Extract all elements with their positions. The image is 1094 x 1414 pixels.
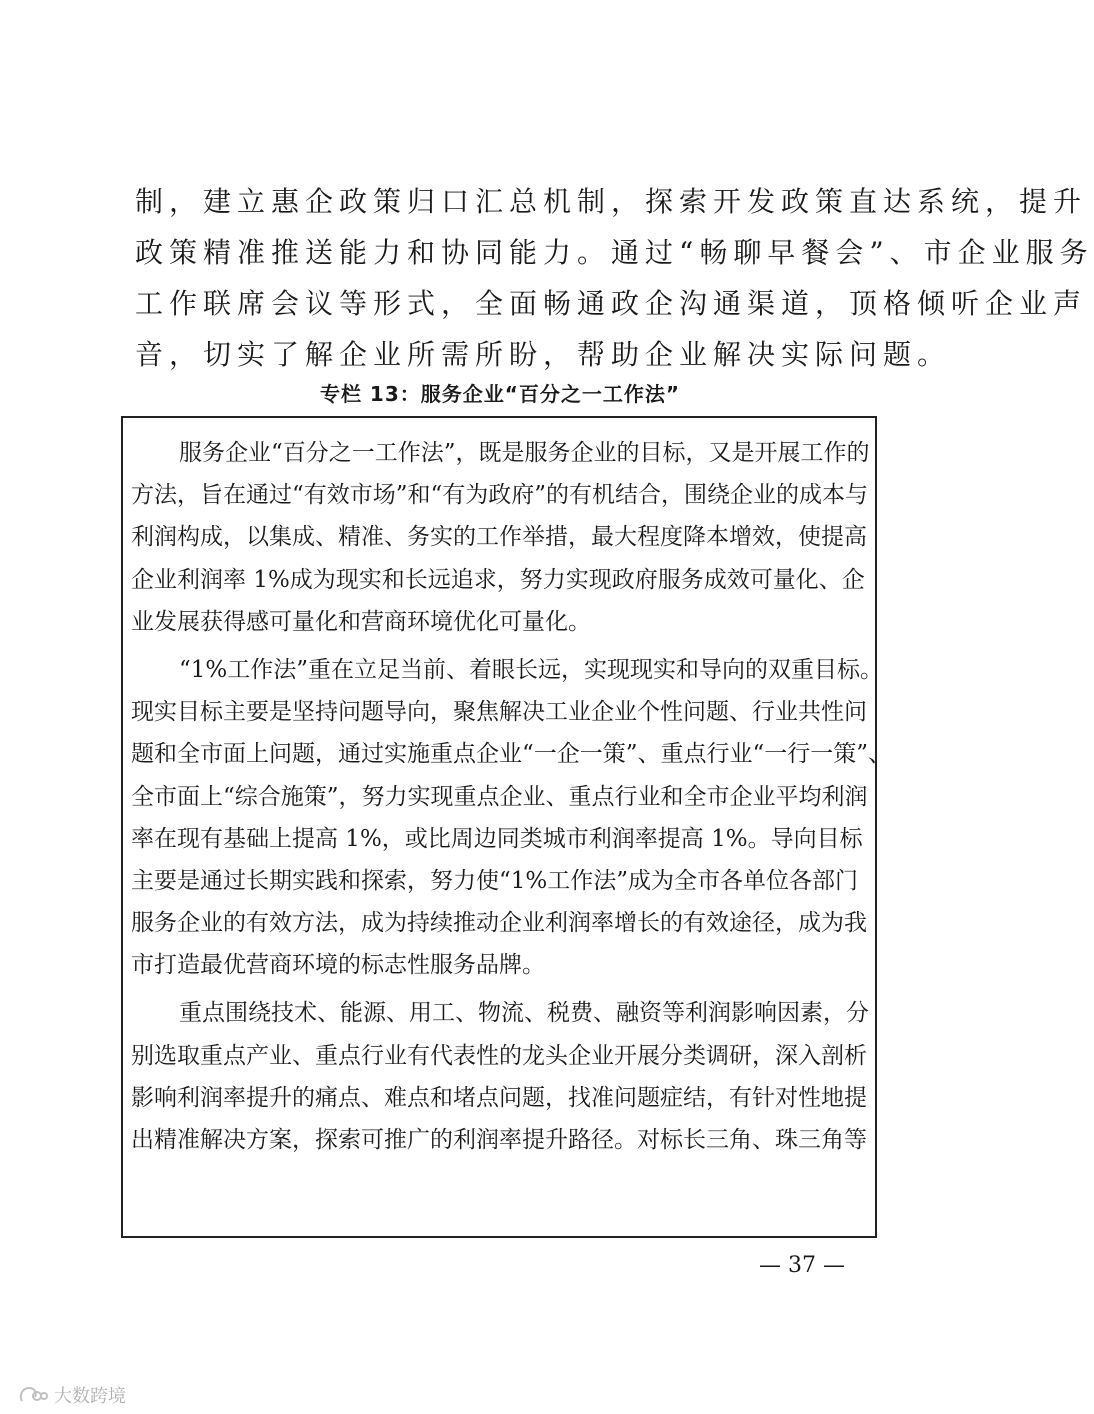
body-line: 制，建立惠企政策归口汇总机制，探索开发政策直达系统，提升 [135, 185, 1088, 218]
box-line: 服务企业“百分之一工作法”，既是服务企业的目标，又是开展工作的 [179, 440, 870, 466]
watermark [18, 1382, 126, 1408]
body-line: 音，切实了解企业所需所盼，帮助企业解决实际问题。 [135, 338, 952, 371]
box-line: 业发展获得感可量化和营商环境优化可量化。 [131, 608, 591, 635]
box-line: 影响利润率提升的痛点、难点和堵点问题，找准问题症结，有针对性地提 [131, 1084, 867, 1111]
box-line: 利润构成，以集成、精准、务实的工作举措，最大程度降本增效，使提高 [131, 524, 867, 551]
watermark-logo-icon [18, 1384, 48, 1406]
box-line: 市打造最优营商环境的标志性服务品牌。 [131, 952, 545, 979]
box-line: 重点围绕技术、能源、用工、物流、税费、融资等利润影响因素，分 [179, 1000, 869, 1027]
body-text [135, 176, 1094, 380]
box-line: 率在现有基础上提高 1%，或比周边同类城市利润率提高 1%。导向目标 [131, 825, 863, 852]
box-line: 企业利润率 1%成为现实和长远追求，努力实现政府服务成效可量化、企 [131, 566, 865, 593]
box-line: 主要是通过长期实践和探索，努力使“1%工作法”成为全市各单位各部门 [131, 867, 859, 894]
box-line: “1%工作法”重在立足当前、着眼长远，实现现实和导向的双重目标。 [179, 656, 884, 683]
page-number: — 37 — [759, 1253, 845, 1278]
body-line: 工作联席会议等形式，全面畅通政企沟通渠道，顶格倾听企业声 [135, 287, 1088, 320]
column-box [121, 416, 892, 1238]
box-line: 现实目标主要是坚持问题导向，聚焦解决工业企业个性问题、行业共性问 [131, 699, 867, 726]
body-line: 政策精准推送能力和协同能力。通过“畅聊早餐会”、市企业服务 [135, 236, 1094, 269]
box-line: 服务企业的有效方法，成为持续推动企业利润率增长的有效途径，成为我 [131, 910, 867, 937]
box-line: 全市面上“综合施策”，努力实现重点企业、重点行业和全市企业平均利润 [131, 783, 868, 810]
box-line: 方法，旨在通过“有效市场”和“有为政府”的有机结合，围绕企业的成本与 [131, 482, 869, 509]
box-line: 出精准解决方案，探索可推广的利润率提升路径。对标长三角、珠三角等 [131, 1127, 867, 1153]
column-title: 专栏 13：服务企业“百分之一工作法” [319, 382, 681, 406]
box-line: 别选取重点产业、重点行业有代表性的龙头企业开展分类调研，深入剖析 [131, 1042, 867, 1069]
column-text [131, 432, 892, 1161]
watermark-text: 大数跨境 [54, 1386, 126, 1407]
box-line: 题和全市面上问题，通过实施重点企业“一企一策”、重点行业“一行一策”、 [131, 741, 892, 768]
